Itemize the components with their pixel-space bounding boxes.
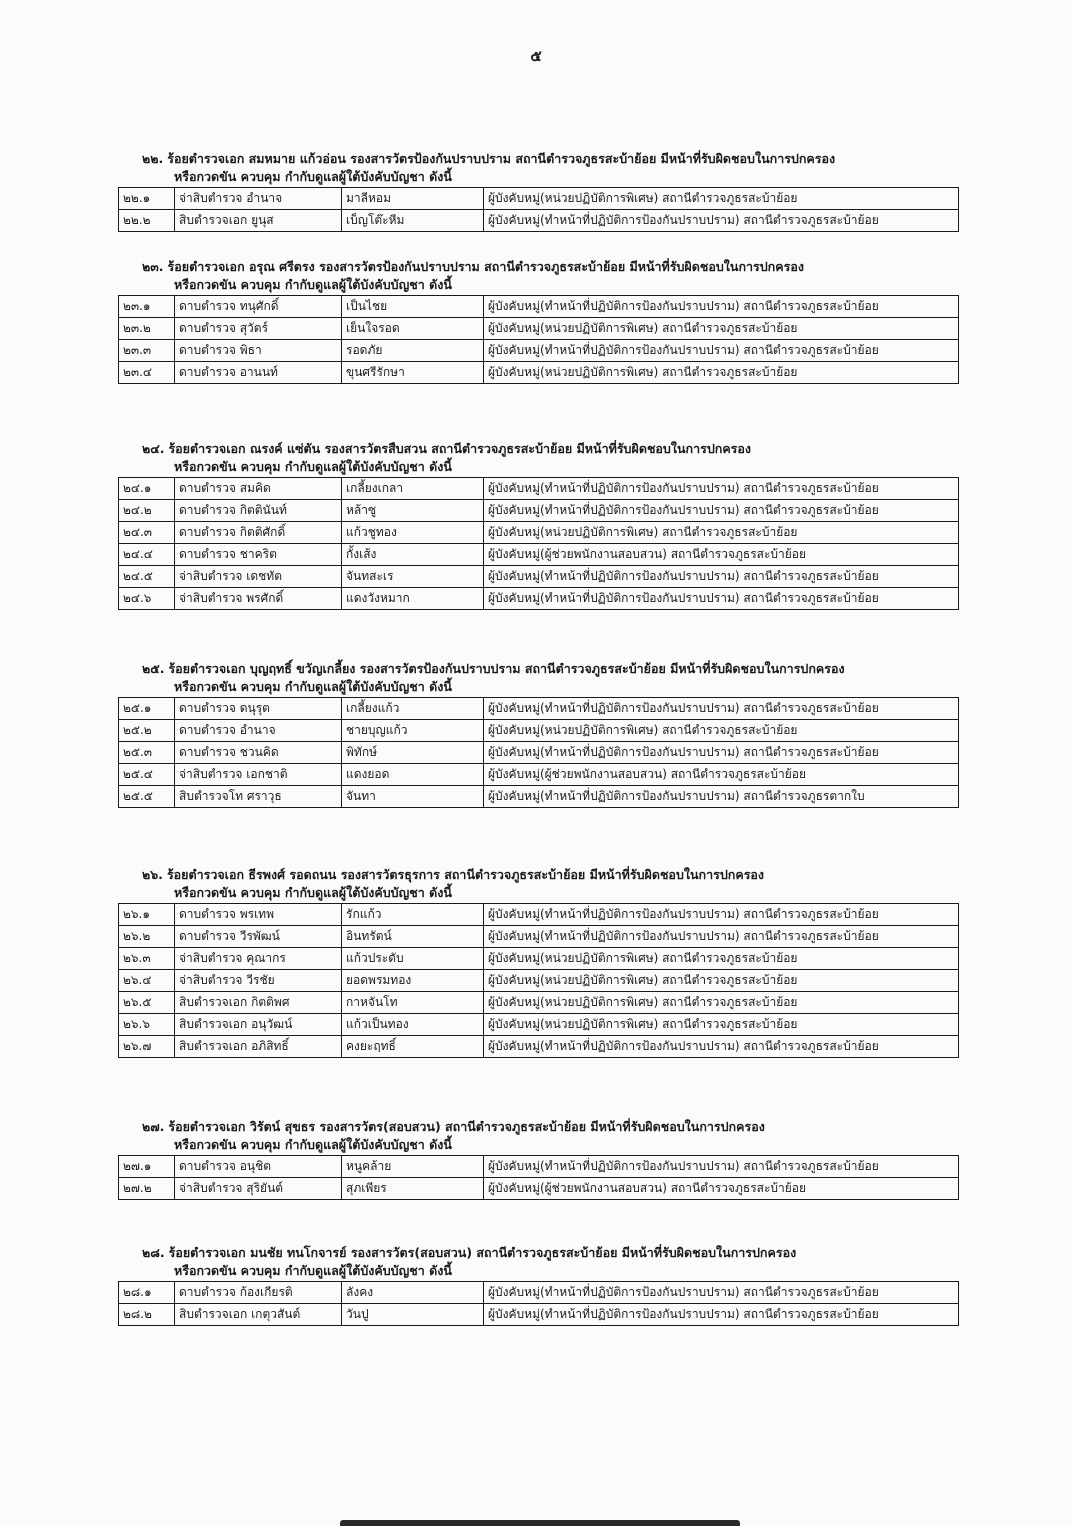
table-row: ๒๖.๗ สิบตำรวจเอก อภิสิทธิ์ คงยะฤทธิ์ ผู้บังคับหมู่(ทำหน้าที่ปฏิบัติการป้องกันปราบปราม) สถานีตำรวจภูธรสะบ้าย้อย — [119, 1036, 959, 1058]
table-row: ๒๗.๑ ดาบตำรวจ อนุชิต หนูคล้าย ผู้บังคับหมู่(ทำหน้าที่ปฏิบัติการป้องกันปราบปราม) สถานีตำรวจภูธรสะบ้าย้อย — [119, 1156, 959, 1178]
section-subheading: หรือกวดขัน ควบคุม กำกับดูแลผู้ใต้บังคับบัญชา ดังนี้ — [174, 885, 452, 900]
section-subheading: หรือกวดขัน ควบคุม กำกับดูแลผู้ใต้บังคับบัญชา ดังนี้ — [174, 169, 452, 184]
table-row: ๒๖.๖ สิบตำรวจเอก อนุวัฒน์ แก้วเป็นทอง ผู้บังคับหมู่(หน่วยปฏิบัติการพิเศษ) สถานีตำรวจภูธรสะบ้าย้อย — [119, 1014, 959, 1036]
table-row: ๒๘.๒ สิบตำรวจเอก เกตุวสันต์ วันปู ผู้บังคับหมู่(ทำหน้าที่ปฏิบัติการป้องกันปราบปราม) สถานีตำรวจภูธรสะบ้าย้อย — [119, 1304, 959, 1326]
roster-table — [118, 187, 959, 232]
roster-table — [118, 477, 959, 610]
section-22 — [118, 150, 958, 232]
table-row: ๒๔.๒ ดาบตำรวจ กิตตินันท์ หล้าซู ผู้บังคับหมู่(ทำหน้าที่ปฏิบัติการป้องกันปราบปราม) สถานีตำรวจภูธรสะบ้าย้อย — [119, 500, 959, 522]
table-row: ๒๖.๕ สิบตำรวจเอก กิตติพศ กาหจันโท ผู้บังคับหมู่(หน่วยปฏิบัติการพิเศษ) สถานีตำรวจภูธรสะบ้าย้อย — [119, 992, 959, 1014]
table-row: ๒๖.๔ จ่าสิบตำรวจ วีรชัย ยอดพรมทอง ผู้บังคับหมู่(หน่วยปฏิบัติการพิเศษ) สถานีตำรวจภูธรสะบ้าย้อย — [119, 970, 959, 992]
roster-table — [118, 1281, 959, 1326]
table-row: ๒๖.๓ จ่าสิบตำรวจ คุณากร แก้วประดับ ผู้บังคับหมู่(หน่วยปฏิบัติการพิเศษ) สถานีตำรวจภูธรสะบ้าย้อย — [119, 948, 959, 970]
table-row: ๒๓.๓ ดาบตำรวจ พิธา รอดภัย ผู้บังคับหมู่(ทำหน้าที่ปฏิบัติการป้องกันปราบปราม) สถานีตำรวจภูธรสะบ้าย้อย — [119, 340, 959, 362]
table-row: ๒๔.๑ ดาบตำรวจ สมคิด เกลี้ยงเกลา ผู้บังคับหมู่(ทำหน้าที่ปฏิบัติการป้องกันปราบปราม) สถานีตำรวจภูธรสะบ้าย้อย — [119, 478, 959, 500]
section-23 — [118, 258, 958, 384]
section-28 — [118, 1244, 958, 1326]
table-row: ๒๒.๑ จ่าสิบตำรวจ อำนาจ มาลีหอม ผู้บังคับหมู่(หน่วยปฏิบัติการพิเศษ) สถานีตำรวจภูธรสะบ้าย้อย — [119, 188, 959, 210]
table-row: ๒๓.๒ ดาบตำรวจ สุวัตร์ เย็นใจรอด ผู้บังคับหมู่(หน่วยปฏิบัติการพิเศษ) สถานีตำรวจภูธรสะบ้าย้อย — [119, 318, 959, 340]
section-heading: ๒๔. ร้อยตำรวจเอก ณรงค์ แซ่ตัน รองสารวัตรสืบสวน สถานีตำรวจภูธรสะบ้าย้อย มีหน้าที่รับผิดชอบในการปกครอง — [142, 441, 752, 456]
section-subheading: หรือกวดขัน ควบคุม กำกับดูแลผู้ใต้บังคับบัญชา ดังนี้ — [174, 1137, 452, 1152]
section-heading: ๒๗. ร้อยตำรวจเอก วิรัตน์ สุขธร รองสารวัตร(สอบสวน) สถานีตำรวจภูธรสะบ้าย้อย มีหน้าที่รับผิดชอบในการปกครอง — [142, 1119, 765, 1134]
section-subheading: หรือกวดขัน ควบคุม กำกับดูแลผู้ใต้บังคับบัญชา ดังนี้ — [174, 277, 452, 292]
section-subheading: หรือกวดขัน ควบคุม กำกับดูแลผู้ใต้บังคับบัญชา ดังนี้ — [174, 679, 452, 694]
table-row: ๒๔.๖ จ่าสิบตำรวจ พรศักดิ์ แดงวังหมาก ผู้บังคับหมู่(ทำหน้าที่ปฏิบัติการป้องกันปราบปราม) สถานีตำรวจภูธรสะบ้าย้อย — [119, 588, 959, 610]
section-subheading: หรือกวดขัน ควบคุม กำกับดูแลผู้ใต้บังคับบัญชา ดังนี้ — [174, 459, 452, 474]
roster-table — [118, 295, 959, 384]
scan-edge-mark — [340, 1520, 740, 1526]
table-row: ๒๕.๓ ดาบตำรวจ ชวนคิด พิทักษ์ ผู้บังคับหมู่(ทำหน้าที่ปฏิบัติการป้องกันปราบปราม) สถานีตำรวจภูธรสะบ้าย้อย — [119, 742, 959, 764]
section-heading: ๒๕. ร้อยตำรวจเอก บุญฤทธิ์ ขวัญเกลี้ยง รองสารวัตรป้องกันปราบปราม สถานีตำรวจภูธรสะบ้าย้อย มีหน้าที่รับผิดชอบในการปกครอง — [142, 661, 845, 676]
table-row: ๒๔.๕ จ่าสิบตำรวจ เดชทัต จันทสะเร ผู้บังคับหมู่(ทำหน้าที่ปฏิบัติการป้องกันปราบปราม) สถานีตำรวจภูธรสะบ้าย้อย — [119, 566, 959, 588]
table-row: ๒๗.๒ จ่าสิบตำรวจ สุริยันต์ สุภเพียร ผู้บังคับหมู่(ผู้ช่วยพนักงานสอบสวน) สถานีตำรวจภูธรสะบ้าย้อย — [119, 1178, 959, 1200]
section-heading: ๒๓. ร้อยตำรวจเอก อรุณ ศรีตรง รองสารวัตรป้องกันปราบปราม สถานีตำรวจภูธรสะบ้าย้อย มีหน้าที่รับผิดชอบในการปกครอง — [142, 259, 804, 274]
table-row: ๒๓.๔ ดาบตำรวจ อานนท์ ขุนศรีรักษา ผู้บังคับหมู่(หน่วยปฏิบัติการพิเศษ) สถานีตำรวจภูธรสะบ้าย้อย — [119, 362, 959, 384]
section-24 — [118, 440, 958, 610]
roster-table — [118, 1155, 959, 1200]
section-heading: ๒๘. ร้อยตำรวจเอก มนชัย ทนโกจารย์ รองสารวัตร(สอบสวน) สถานีตำรวจภูธรสะบ้าย้อย มีหน้าที่รับผิดชอบในการปกครอง — [142, 1245, 797, 1260]
page-number: ๕ — [530, 47, 542, 65]
roster-table — [118, 697, 959, 808]
section-subheading: หรือกวดขัน ควบคุม กำกับดูแลผู้ใต้บังคับบัญชา ดังนี้ — [174, 1263, 452, 1278]
roster-table — [118, 903, 959, 1058]
table-row: ๒๓.๑ ดาบตำรวจ ทนุศักดิ์ เป็นไชย ผู้บังคับหมู่(ทำหน้าที่ปฏิบัติการป้องกันปราบปราม) สถานีตำรวจภูธรสะบ้าย้อย — [119, 296, 959, 318]
table-row: ๒๖.๑ ดาบตำรวจ พรเทพ รักแก้ว ผู้บังคับหมู่(ทำหน้าที่ปฏิบัติการป้องกันปราบปราม) สถานีตำรวจภูธรสะบ้าย้อย — [119, 904, 959, 926]
table-row: ๒๖.๒ ดาบตำรวจ วีรพัฒน์ อินทรัตน์ ผู้บังคับหมู่(ทำหน้าที่ปฏิบัติการป้องกันปราบปราม) สถานีตำรวจภูธรสะบ้าย้อย — [119, 926, 959, 948]
table-row: ๒๕.๒ ดาบตำรวจ อำนาจ ชายบุญแก้ว ผู้บังคับหมู่(หน่วยปฏิบัติการพิเศษ) สถานีตำรวจภูธรสะบ้าย้อย — [119, 720, 959, 742]
table-row: ๒๒.๒ สิบตำรวจเอก ยูนุส เบ็ญโต๊ะหีม ผู้บังคับหมู่(ทำหน้าที่ปฏิบัติการป้องกันปราบปราม) สถานีตำรวจภูธรสะบ้าย้อย — [119, 210, 959, 232]
table-row: ๒๕.๑ ดาบตำรวจ ดนุรุต เกลี้ยงแก้ว ผู้บังคับหมู่(ทำหน้าที่ปฏิบัติการป้องกันปราบปราม) สถานีตำรวจภูธรสะบ้าย้อย — [119, 698, 959, 720]
section-25 — [118, 660, 958, 808]
section-heading: ๒๖. ร้อยตำรวจเอก ธีรพงศ์ รอดถนน รองสารวัตรธุรการ สถานีตำรวจภูธรสะบ้าย้อย มีหน้าที่รับผิดชอบในการปกครอง — [142, 867, 765, 882]
table-row: ๒๕.๔ จ่าสิบตำรวจ เอกชาติ แดงยอด ผู้บังคับหมู่(ผู้ช่วยพนักงานสอบสวน) สถานีตำรวจภูธรสะบ้าย้อย — [119, 764, 959, 786]
section-heading: ๒๒. ร้อยตำรวจเอก สมหมาย แก้วอ่อน รองสารวัตรป้องกันปราบปราม สถานีตำรวจภูธรสะบ้าย้อย มีหน้าที่รับผิดชอบในการปกครอง — [142, 151, 836, 166]
table-row: ๒๔.๓ ดาบตำรวจ กิตติศักดิ์ แก้วชูทอง ผู้บังคับหมู่(หน่วยปฏิบัติการพิเศษ) สถานีตำรวจภูธรสะบ้าย้อย — [119, 522, 959, 544]
table-row: ๒๘.๑ ดาบตำรวจ ก้องเกียรติ ลังคง ผู้บังคับหมู่(ทำหน้าที่ปฏิบัติการป้องกันปราบปราม) สถานีตำรวจภูธรสะบ้าย้อย — [119, 1282, 959, 1304]
section-26 — [118, 866, 958, 1058]
section-27 — [118, 1118, 958, 1200]
table-row: ๒๕.๕ สิบตำรวจโท ศราวุธ จันทา ผู้บังคับหมู่(ทำหน้าที่ปฏิบัติการป้องกันปราบปราม) สถานีตำรวจภูธรตากใบ — [119, 786, 959, 808]
table-row: ๒๔.๔ ดาบตำรวจ ชาคริต กั้งเส้ง ผู้บังคับหมู่(ผู้ช่วยพนักงานสอบสวน) สถานีตำรวจภูธรสะบ้าย้อย — [119, 544, 959, 566]
